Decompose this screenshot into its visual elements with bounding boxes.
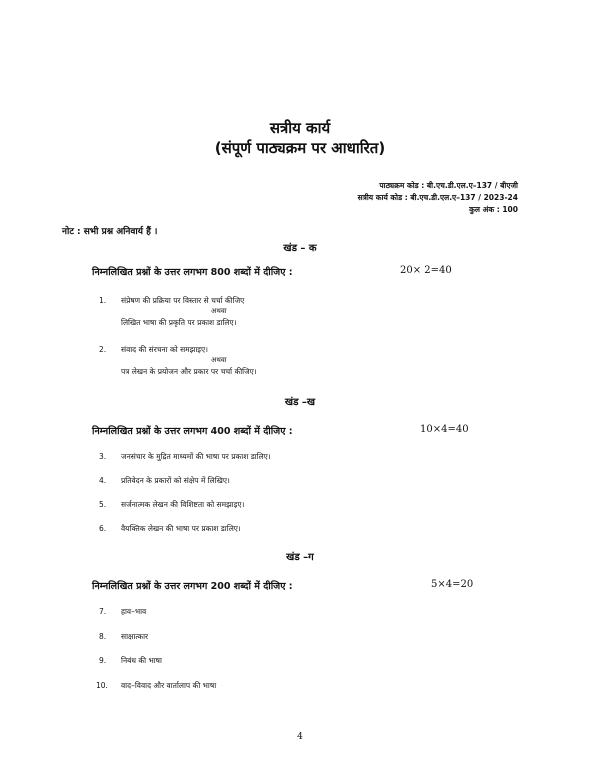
page-subtitle: (संपूर्ण पाठ्यक्रम पर आधारित) [214,139,386,157]
section-heading-a: खंड – क [283,243,317,254]
section-heading-b: खंड –ख [284,397,316,408]
page-title: सत्रीय कार्य [269,119,331,137]
section-instruction-b: निम्नलिखित प्रश्नों के उत्तर लगभग 400 शब्दों में दीजिए : [92,426,293,437]
assignment-code: सत्रीय कार्य कोड : बी.एच.डी.एल.ए–137 / 2023-24 [357,193,518,202]
section-marks-a: 20× 2=40 [400,265,452,276]
section-marks-c: 5×4=20 [431,579,474,590]
question-number: 9. [99,656,107,665]
question-number: 4. [99,476,107,485]
section-instruction-c: निम्नलिखित प्रश्नों के उत्तर लगभग 200 शब्दों में दीजिए : [92,581,293,592]
question-text: जनसंचार के मुद्रित माध्यमों की भाषा पर प्रकाश डालिए। [121,452,271,461]
question-number: 7. [99,607,107,616]
question-number: 8. [99,632,107,641]
note: नोट : सभी प्रश्न अनिवार्य हैं । [62,227,158,237]
question-number: 5. [99,500,107,509]
question-number: 1. [99,296,107,305]
or-label: अथवा [211,356,227,364]
question-number: 3. [99,452,107,461]
question-text: वाद–विवाद और वार्तालाप की भाषा [121,681,217,690]
question-text: वैयक्तिक लेखन की भाषा पर प्रकाश डालिए। [121,524,241,533]
total-marks: कुल अंक : 100 [469,205,518,214]
question-alt-text: लिखित भाषा की प्रकृति पर प्रकाश डालिए। [121,318,237,327]
section-instruction-a: निम्नलिखित प्रश्नों के उत्तर लगभग 800 शब्दों में दीजिए : [92,267,293,278]
section-heading-c: खंड –ग [286,552,314,563]
or-label: अथवा [211,307,227,315]
question-text: संप्रेषण की प्रक्रिया पर विस्तार से चर्चा कीजिए [121,296,245,305]
course-code: पाठ्यक्रम कोड : बी.एच.डी.एल.ए–137 / बीएजी [379,181,518,190]
question-text: निबंध की भाषा [121,656,162,665]
page-number: 4 [297,732,303,742]
question-alt-text: पत्र लेखन के प्रयोजन और प्रकार पर चर्चा कीजिए। [121,367,257,376]
question-text: संवाद की संरचना को समझाइए। [121,345,208,354]
question-text: साक्षात्कार [121,632,149,641]
question-text: प्रतिवेदन के प्रकारों को संक्षेप में लिखिए। [121,476,230,485]
section-marks-b: 10×4=40 [420,424,469,435]
question-number: 10. [96,681,108,690]
question-number: 6. [99,524,107,533]
question-text: सर्जनात्मक लेखन की विशिष्टता को समझाइए। [121,500,245,509]
question-text: हाव–भाव [121,607,147,616]
question-number: 2. [99,345,107,354]
